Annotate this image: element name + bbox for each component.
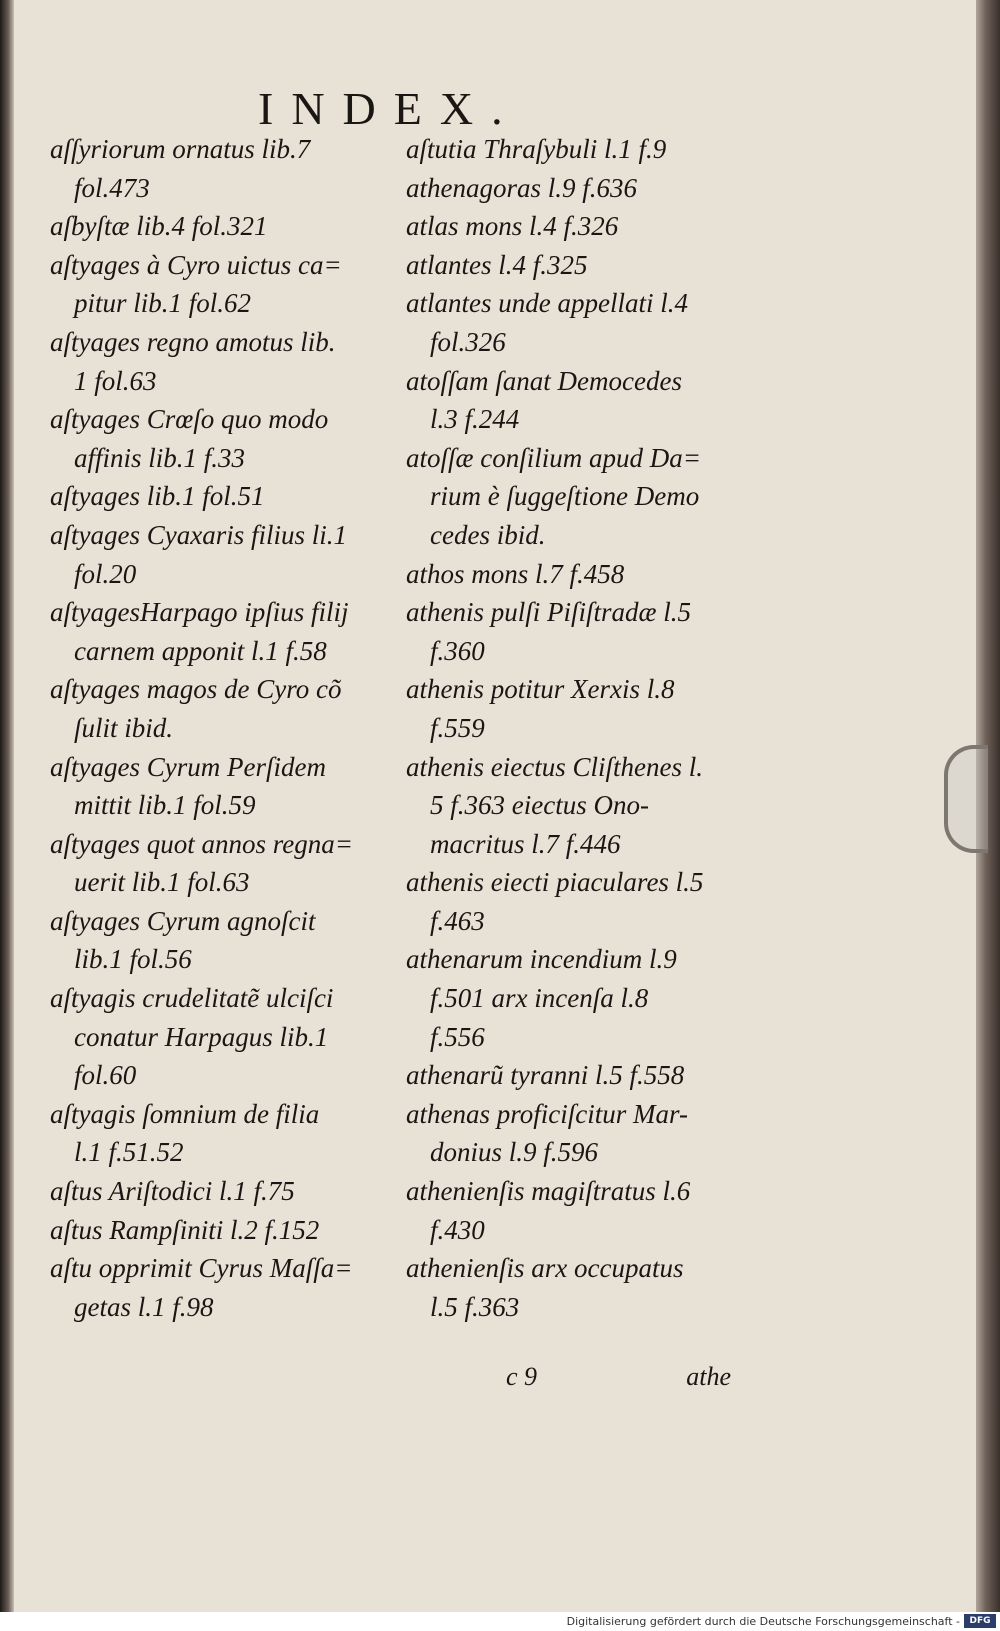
index-line: f.556 (430, 1021, 485, 1052)
index-line: athenarũ tyranni l.5 f.558 (406, 1060, 685, 1091)
page-title: INDEX. (258, 83, 521, 134)
digitization-footer (0, 1612, 1000, 1631)
index-line: aſtyagis crudelitatẽ ulciſci (50, 983, 334, 1014)
page-clip (944, 745, 988, 853)
index-line: ſulit ibid. (74, 712, 174, 743)
index-line: uerit lib.1 fol.63 (74, 867, 250, 898)
index-line: l.3 f.244 (430, 404, 520, 435)
index-line: aſtu opprimit Cyrus Maſſa= (50, 1253, 353, 1284)
index-line: athenagoras l.9 f.636 (406, 172, 638, 203)
index-line: mittit lib.1 fol.59 (74, 790, 256, 821)
index-line: athenis eiecti piaculares l.5 (406, 867, 704, 898)
index-line: athenarum incendium l.9 (406, 944, 677, 975)
index-line: f.559 (430, 712, 485, 743)
catchword: athe (686, 1362, 731, 1391)
index-line: atoſſæ conſilium apud Da= (406, 442, 701, 473)
index-line: aſtyages Crœſo quo modo (50, 404, 329, 435)
index-line: fol.20 (74, 558, 137, 589)
index-line: athenienſis magiſtratus l.6 (406, 1176, 691, 1207)
book-page (8, 0, 978, 1612)
index-line: conatur Harpagus lib.1 (74, 1021, 329, 1052)
left-index-column (50, 130, 370, 1326)
index-line: aſtus Rampſiniti l.2 f.152 (50, 1214, 320, 1245)
index-line: aſtus Ariſtodici l.1 f.75 (50, 1176, 295, 1207)
index-line: aſtyages lib.1 fol.51 (50, 481, 265, 512)
index-line: macritus l.7 f.446 (430, 828, 621, 859)
signature-mark: c 9 (506, 1362, 538, 1391)
index-line: pitur lib.1 fol.62 (74, 288, 252, 319)
index-line: aſtyages Cyrum agnoſcit (50, 905, 316, 936)
index-line: athos mons l.7 f.458 (406, 558, 625, 589)
index-line: f.360 (430, 635, 485, 666)
index-line: aſtyages à Cyro uictus ca= (50, 249, 342, 280)
index-line: aſtyagis ſomnium de filia (50, 1098, 320, 1129)
index-line: atlas mons l.4 f.326 (406, 211, 619, 242)
index-line: athenis potitur Xerxis l.8 (406, 674, 675, 705)
index-line: donius l.9 f.596 (430, 1137, 599, 1168)
index-line: athenis pulſi Piſiſtradæ l.5 (406, 597, 692, 628)
index-line: aſtyagesHarpago ipſius filij (50, 597, 349, 628)
index-line: carnem apponit l.1 f.58 (74, 635, 327, 666)
dfg-logo: DFG (964, 1614, 996, 1628)
index-line: rium è ſuggeſtione Demo (430, 481, 700, 512)
index-line: cedes ibid. (430, 519, 546, 550)
index-line: fol.473 (74, 172, 150, 203)
index-line: affinis lib.1 f.33 (74, 442, 246, 473)
index-line: aſſyriorum ornatus lib.7 (50, 134, 311, 164)
index-line: lib.1 fol.56 (74, 944, 192, 975)
index-line: 5 f.363 eiectus Ono- (430, 790, 649, 821)
index-line: aſtyages Cyaxaris filius li.1 (50, 519, 347, 550)
index-line: athenis eiectus Cliſthenes l. (406, 751, 703, 782)
index-line: getas l.1 f.98 (74, 1291, 214, 1322)
index-line: atoſſam ſanat Democedes (406, 365, 682, 396)
index-line: 1 fol.63 (74, 365, 157, 396)
index-line: f.430 (430, 1214, 485, 1245)
index-line: atlantes unde appellati l.4 (406, 288, 688, 319)
right-index-column (406, 130, 726, 1326)
footer-credit: Digitalisierung gefördert durch die Deutsche Forschungsgemeinschaft - (566, 1615, 960, 1628)
index-line: atlantes l.4 f.325 (406, 249, 588, 280)
index-line: aſtyages quot annos regna= (50, 828, 353, 859)
index-line: fol.60 (74, 1060, 137, 1091)
index-line: athenienſis arx occupatus (406, 1253, 684, 1284)
index-line: aſtutia Thraſybuli l.1 f.9 (406, 134, 667, 164)
index-line: athenas proficiſcitur Mar- (406, 1098, 688, 1129)
index-line: aſbyſtæ lib.4 fol.321 (50, 211, 268, 242)
index-line: f.463 (430, 905, 485, 936)
index-line: l.5 f.363 (430, 1291, 520, 1322)
book-spine-shadow (0, 0, 14, 1612)
index-line: fol.326 (430, 326, 506, 357)
index-line: l.1 f.51.52 (74, 1137, 184, 1168)
catchword-row (506, 1362, 731, 1392)
index-line: aſtyages magos de Cyro cõ (50, 674, 342, 705)
index-line: aſtyages regno amotus lib. (50, 326, 336, 357)
index-line: aſtyages Cyrum Perſidem (50, 751, 326, 782)
index-line: f.501 arx incenſa l.8 (430, 983, 649, 1014)
